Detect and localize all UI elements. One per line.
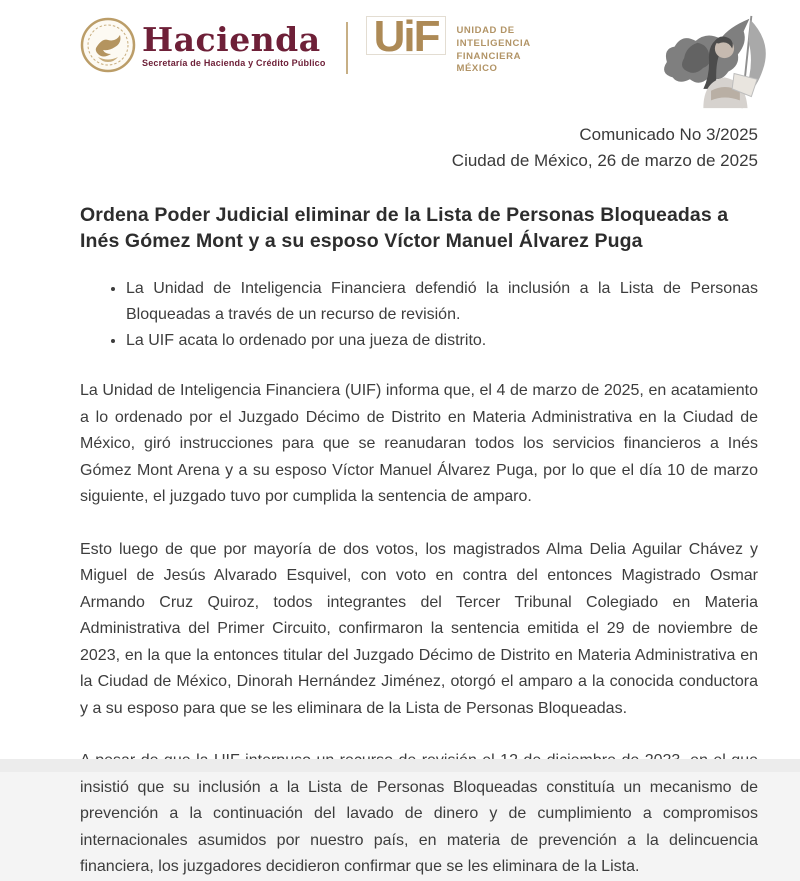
uif-caption-line: MÉXICO: [456, 63, 498, 75]
woman-with-flag-image: [638, 14, 786, 110]
hacienda-wordmark: Hacienda: [142, 19, 321, 59]
header: [0, 0, 800, 96]
bullet-item: • La Unidad de Inteligencia Financiera defendió la inclusión a la Lista de Personas Bloqueadas a través de un recurso de revisión.: [126, 276, 758, 328]
uif-acronym-box: [366, 12, 447, 61]
uif-acronym: UiF: [373, 12, 439, 61]
uif-caption-line: INTELIGENCIA: [456, 37, 531, 49]
dateline: Ciudad de México, 26 de marzo de 2025: [451, 151, 758, 170]
logo-divider: [346, 22, 348, 74]
uif-caption-line: FINANCIERA: [456, 50, 522, 62]
hacienda-wordmark-block: [142, 19, 326, 68]
hacienda-logo: [78, 14, 326, 76]
uif-caption: [456, 25, 530, 76]
paragraph: La Unidad de Inteligencia Financiera (UIF) informa que, el 4 de marzo de 2025, en acatamiento a lo ordenado por el Juzgado Décimo de Distrito en Materia Administrativa en la Ciudad de México, giró instrucciones para que se reanudaran todos los servicios financieros a Inés Gómez Mont Arena y a su esposo Víctor Manuel Álvarez Puga, por lo que el día 10 de marzo siguiente, el juzgado tuvo por cumplida la sentencia de amparo.: [80, 382, 758, 505]
page-title: Ordena Poder Judicial eliminar de la Lista de Personas Bloqueadas a Inés Gómez Mont y a su esposo Víctor Manuel Álvarez Puga: [80, 204, 729, 252]
uif-caption-line: UNIDAD DE: [456, 25, 515, 36]
comunicado-number: Comunicado No 3/2025: [579, 125, 758, 144]
hacienda-subtitle: Secretaría de Hacienda y Crédito Público: [142, 57, 326, 68]
bullet-list: [80, 276, 758, 354]
page-bottom-edge: [0, 759, 800, 772]
bullet-item: • La UIF acata lo ordenado por una jueza de distrito.: [126, 328, 758, 354]
meta-block: [0, 122, 758, 174]
mexican-eagle-seal-icon: [78, 14, 138, 76]
paragraph: insistió que su inclusión a la Lista de Personas Bloqueadas constituía un mecanismo de prevención a la continuación del lavado de dinero y de cumplimiento a compromisos internacionales asumidos por nuestro país, en materia de prevención a la delincuencia financiera, los juzgadores decidieron confirmar que se les eliminara de la Lista.: [80, 778, 758, 875]
paragraph: Esto luego de que por mayoría de dos votos, los magistrados Alma Delia Aguilar Chávez y Miguel de Jesús Alvarado Esquivel, con voto en contra del entonces Magistrado Osmar Armando Cruz Quiroz, todos integrantes del Tercer Tribunal Colegiado en Materia Administrativa del Primer Circuito, confirmaron la sentencia emitida el 29 de noviembre de 2023, en la que la entonces titular del Juzgado Décimo de Distrito en Materia Administrativa en la Ciudad de México, Dinorah Hernández Jiménez, otorgó el amparo a la conocida conductora y a su esposo para que se les eliminara de la Lista de Personas Bloqueadas.: [80, 540, 758, 717]
content: [0, 202, 800, 881]
uif-logo: [366, 12, 531, 76]
